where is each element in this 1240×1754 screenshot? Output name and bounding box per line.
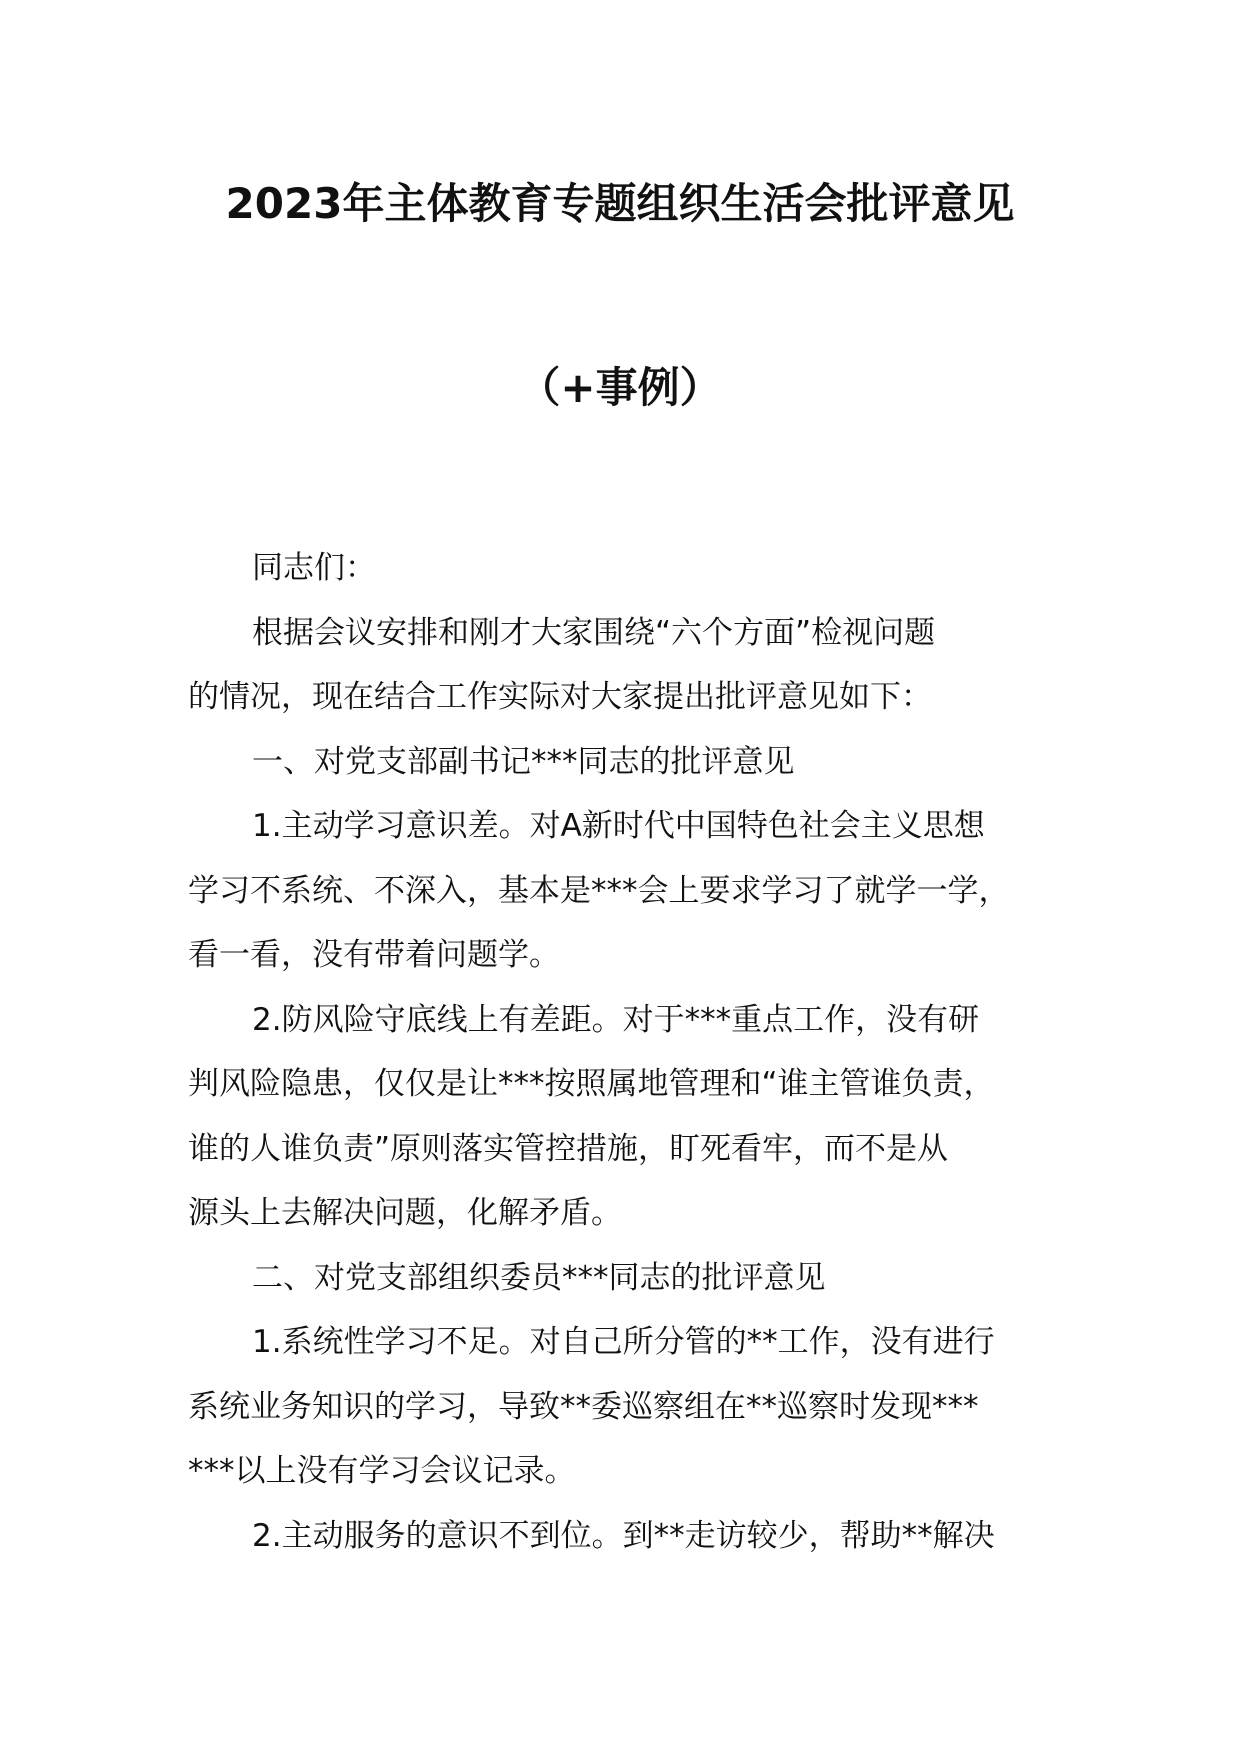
paragraph-line: 学习不系统、不深入，基本是***会上要求学习了就学一学， [188,872,1010,909]
paragraph-line: 看一看，没有带着问题学。 [188,937,560,973]
paragraph-line: 的情况，现在结合工作实际对大家提出批评意见如下： [188,679,932,715]
document-title: 2023年主体教育专题组织生活会批评意见 [225,179,1015,228]
paragraph-line: 2.防风险守底线上有差距。对于***重点工作，没有研 [252,1001,980,1038]
paragraph-line: 判风险隐患，仅仅是让***按照属地管理和“谁主管谁负责， [188,1066,995,1102]
paragraph-line: 根据会议安排和刚才大家围绕“六个方面”检视问题 [252,614,936,651]
section-heading: 二、对党支部组织委员***同志的批评意见 [252,1259,826,1296]
salutation: 同志们： [252,550,376,586]
section-heading: 一、对党支部副书记***同志的批评意见 [252,743,795,780]
paragraph-line: 1.主动学习意识差。对A新时代中国特色社会主义思想 [252,808,985,844]
paragraph-line: 源头上去解决问题，化解矛盾。 [188,1195,622,1231]
paragraph-line: 1.系统性学习不足。对自己所分管的**工作，没有进行 [252,1324,995,1360]
paragraph-line: 谁的人谁负责”原则落实管控措施，盯死看牢，而不是从 [188,1130,949,1167]
paragraph-line: ***以上没有学习会议记录。 [188,1453,576,1489]
document-subtitle: （+事例） [518,363,722,412]
paragraph-line: 2.主动服务的意识不到位。到**走访较少，帮助**解决 [252,1517,995,1554]
document-body [188,536,1090,1568]
paragraph-line: 系统业务知识的学习，导致**委巡察组在**巡察时发现*** [188,1388,979,1425]
